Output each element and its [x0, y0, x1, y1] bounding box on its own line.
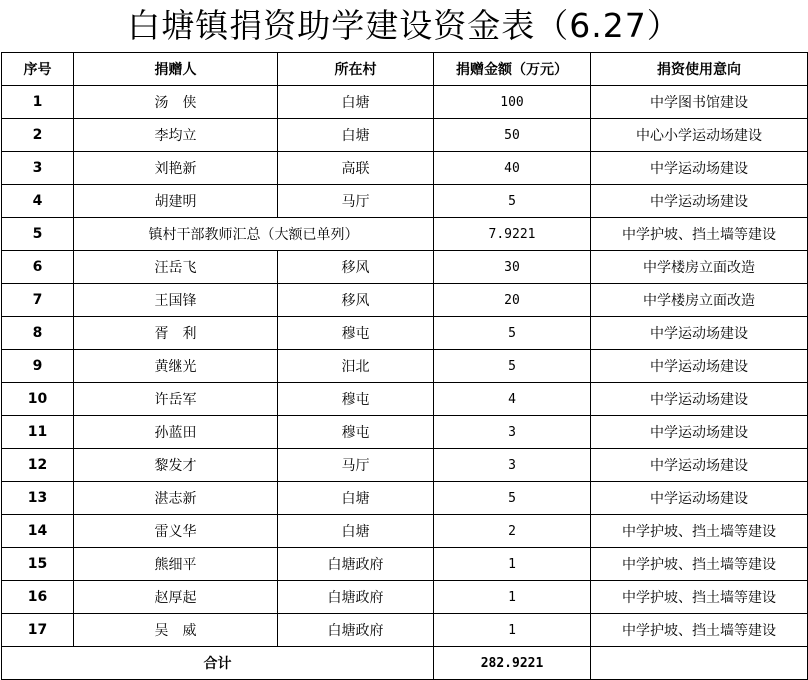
row-amount: 3	[434, 449, 591, 482]
row-donor: 湛志新	[74, 482, 278, 515]
row-donor: 刘艳新	[74, 152, 278, 185]
row-village: 穆屯	[278, 317, 434, 350]
row-index: 14	[2, 515, 74, 548]
row-donor: 雷义华	[74, 515, 278, 548]
row-donor: 许岳军	[74, 383, 278, 416]
row-donor: 孙蓝田	[74, 416, 278, 449]
row-index: 3	[2, 152, 74, 185]
row-amount: 5	[434, 185, 591, 218]
header-donor: 捐赠人	[74, 53, 278, 86]
row-amount: 4	[434, 383, 591, 416]
row-amount: 100	[434, 86, 591, 119]
table-row	[2, 515, 808, 548]
row-amount: 5	[434, 317, 591, 350]
row-amount: 1	[434, 614, 591, 647]
row-village: 白塘	[278, 119, 434, 152]
row-purpose: 中学运动场建设	[591, 317, 808, 350]
table-row	[2, 317, 808, 350]
header-amount: 捐赠金额（万元）	[434, 53, 591, 86]
table-row	[2, 350, 808, 383]
row-amount: 40	[434, 152, 591, 185]
row-village: 穆屯	[278, 416, 434, 449]
row-index: 8	[2, 317, 74, 350]
row-index: 15	[2, 548, 74, 581]
row-purpose: 中学运动场建设	[591, 416, 808, 449]
row-village: 白塘政府	[278, 548, 434, 581]
row-amount: 2	[434, 515, 591, 548]
row-amount: 1	[434, 581, 591, 614]
table-row	[2, 581, 808, 614]
table-row	[2, 284, 808, 317]
row-index: 2	[2, 119, 74, 152]
row-village: 白塘	[278, 515, 434, 548]
row-village: 马厅	[278, 185, 434, 218]
row-index: 11	[2, 416, 74, 449]
row-village: 白塘	[278, 86, 434, 119]
row-purpose: 中学护坡、挡土墙等建设	[591, 515, 808, 548]
total-row	[2, 647, 808, 680]
row-amount: 7.9221	[434, 218, 591, 251]
table-row	[2, 119, 808, 152]
row-purpose: 中学护坡、挡土墙等建设	[591, 581, 808, 614]
row-amount: 3	[434, 416, 591, 449]
row-village: 高联	[278, 152, 434, 185]
row-donor: 赵厚起	[74, 581, 278, 614]
table-body	[2, 86, 808, 647]
row-village: 白塘政府	[278, 581, 434, 614]
table-header-row	[2, 53, 808, 86]
row-donor: 镇村干部教师汇总（大额已单列）	[74, 218, 434, 251]
row-index: 1	[2, 86, 74, 119]
header-purpose: 捐资使用意向	[591, 53, 808, 86]
row-index: 12	[2, 449, 74, 482]
row-index: 4	[2, 185, 74, 218]
row-donor: 熊细平	[74, 548, 278, 581]
table-row	[2, 86, 808, 119]
row-amount: 5	[434, 350, 591, 383]
row-index: 17	[2, 614, 74, 647]
table-row	[2, 152, 808, 185]
total-label: 合计	[2, 647, 434, 680]
row-donor: 汪岳飞	[74, 251, 278, 284]
row-village: 白塘政府	[278, 614, 434, 647]
row-purpose: 中学运动场建设	[591, 185, 808, 218]
row-amount: 50	[434, 119, 591, 152]
row-amount: 30	[434, 251, 591, 284]
row-purpose: 中心小学运动场建设	[591, 119, 808, 152]
row-amount: 5	[434, 482, 591, 515]
table-row	[2, 449, 808, 482]
table-row	[2, 416, 808, 449]
table-row	[2, 185, 808, 218]
row-amount: 1	[434, 548, 591, 581]
row-village: 汨北	[278, 350, 434, 383]
row-purpose: 中学护坡、挡土墙等建设	[591, 614, 808, 647]
header-index: 序号	[2, 53, 74, 86]
row-village: 移风	[278, 251, 434, 284]
page-title: 白塘镇捐资助学建设资金表（6.27）	[127, 6, 681, 45]
row-purpose: 中学运动场建设	[591, 383, 808, 416]
row-purpose: 中学运动场建设	[591, 449, 808, 482]
row-purpose: 中学运动场建设	[591, 152, 808, 185]
row-donor: 吴 威	[74, 614, 278, 647]
row-village: 穆屯	[278, 383, 434, 416]
total-amount: 282.9221	[434, 647, 591, 680]
row-amount: 20	[434, 284, 591, 317]
row-purpose: 中学楼房立面改造	[591, 284, 808, 317]
table-row	[2, 482, 808, 515]
row-index: 9	[2, 350, 74, 383]
row-donor: 李均立	[74, 119, 278, 152]
row-purpose: 中学运动场建设	[591, 350, 808, 383]
table-row	[2, 251, 808, 284]
row-index: 6	[2, 251, 74, 284]
header-village: 所在村	[278, 53, 434, 86]
total-purpose	[591, 647, 808, 680]
row-donor: 胥 利	[74, 317, 278, 350]
row-village: 移风	[278, 284, 434, 317]
row-donor: 黎发才	[74, 449, 278, 482]
row-village: 马厅	[278, 449, 434, 482]
table-row	[2, 548, 808, 581]
row-village: 白塘	[278, 482, 434, 515]
row-purpose: 中学护坡、挡土墙等建设	[591, 548, 808, 581]
row-donor: 王国锋	[74, 284, 278, 317]
row-index: 16	[2, 581, 74, 614]
row-purpose: 中学护坡、挡土墙等建设	[591, 218, 808, 251]
row-index: 13	[2, 482, 74, 515]
table-row	[2, 383, 808, 416]
table-row	[2, 218, 808, 251]
row-index: 7	[2, 284, 74, 317]
row-purpose: 中学图书馆建设	[591, 86, 808, 119]
row-index: 10	[2, 383, 74, 416]
donation-table	[1, 52, 808, 680]
row-purpose: 中学运动场建设	[591, 482, 808, 515]
row-donor: 胡建明	[74, 185, 278, 218]
row-donor: 黄继光	[74, 350, 278, 383]
row-donor: 汤 侠	[74, 86, 278, 119]
row-index: 5	[2, 218, 74, 251]
table-row	[2, 614, 808, 647]
row-purpose: 中学楼房立面改造	[591, 251, 808, 284]
